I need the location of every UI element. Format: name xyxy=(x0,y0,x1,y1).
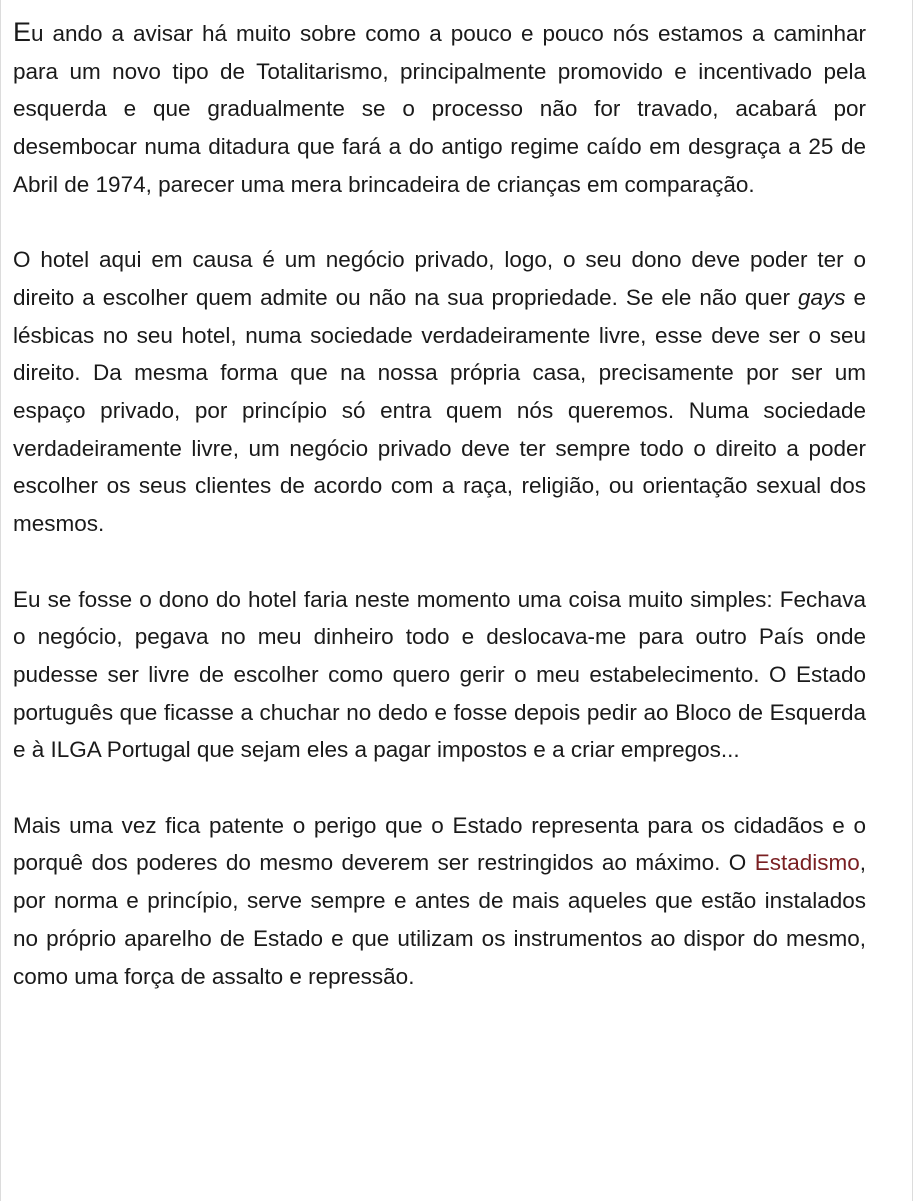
paragraph-2 xyxy=(13,241,866,543)
paragraph-3 xyxy=(13,581,866,770)
paragraph-2-emphasis: gays xyxy=(797,284,846,310)
paragraph-1-text: u ando a avisar há muito sobre como a pouco e pouco nós estamos a caminhar para um novo tipo de Totalitarismo, principalmente promovido e incentivado pela esquerda e que gradualmente se o processo não for travado, acabará por desembocar numa ditadura que fará a do antigo regime caído em desgraça a 25 de Abril de 1974, parecer uma mera brincadeira de crianças em comparação. xyxy=(13,21,866,197)
paragraph-3-text: Eu se fosse o dono do hotel faria neste momento uma coisa muito simples: Fechava o negócio, pegava no meu dinheiro todo e deslocava-me para outro País onde pudesse ser livre de escolher como quero gerir o meu estabelecimento. O Estado português que ficasse a chuchar no dedo e fosse depois pedir ao Bloco de Esquerda e à ILGA Portugal que sejam eles a pagar impostos e a criar empregos... xyxy=(13,586,866,763)
paragraph-2-text-before: O hotel aqui em causa é um negócio privado, logo, o seu dono deve poder ter o direito a escolher quem admite ou não na sua propriedade. Se ele não quer xyxy=(13,247,866,310)
article-body xyxy=(13,14,866,995)
drop-cap: E xyxy=(13,17,32,47)
paragraph-1 xyxy=(13,14,866,204)
paragraph-4 xyxy=(13,807,866,996)
paragraph-4-text-after: , por norma e princípio, serve sempre e antes de mais aqueles que estão instalados no próprio aparelho de Estado e que utilizam os instrumentos ao dispor do mesmo, como uma força de assalto e repressão. xyxy=(13,850,866,989)
paragraph-4-text-before: Mais uma vez fica patente o perigo que o Estado representa para os cidadãos e o porquê dos poderes do mesmo deverem ser restringidos ao máximo. O xyxy=(13,812,866,876)
estadismo-link[interactable]: Estadismo xyxy=(754,850,860,876)
paragraph-2-text-after: e lésbicas no seu hotel, numa sociedade verdadeiramente livre, esse deve ser o seu direito. Da mesma forma que na nossa própria casa, precisamente por ser um espaço privado, por princípio só entra quem nós queremos. Numa sociedade verdadeiramente livre, um negócio privado deve ter sempre todo o direito a poder escolher os seus clientes de acordo com a raça, religião, ou orientação sexual dos mesmos. xyxy=(13,284,866,537)
